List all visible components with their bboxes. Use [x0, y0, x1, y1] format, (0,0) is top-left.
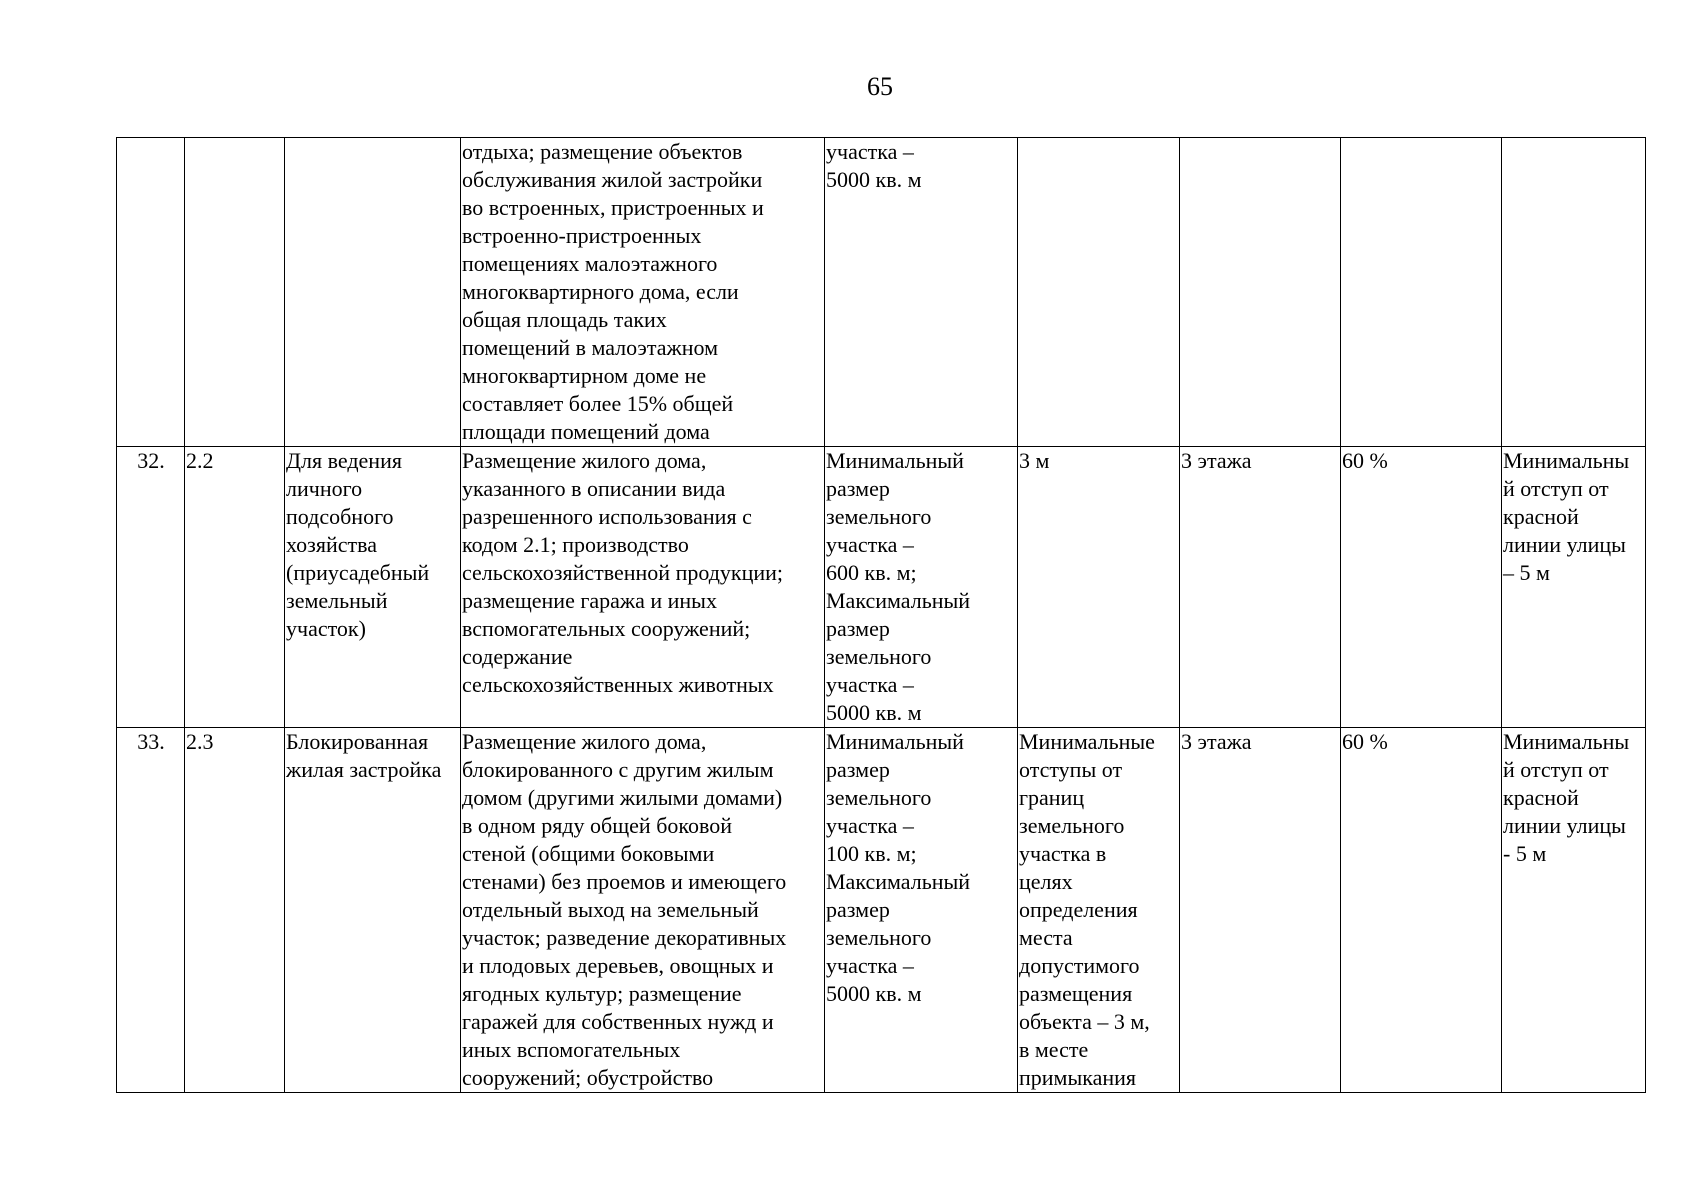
- cell-lot-size: участка – 5000 кв. м: [825, 138, 1018, 447]
- cell-lot-size: Минимальный размер земельного участка – 600 кв. м; Максимальный размер земельного участка – 5000 кв. м: [825, 447, 1018, 728]
- table-row-continuation: [117, 138, 1646, 447]
- cell-code: [185, 138, 285, 447]
- cell-floors: 3 этажа: [1180, 728, 1341, 1093]
- cell-red-line-setback: [1502, 138, 1646, 447]
- cell-floors: 3 этажа: [1180, 447, 1341, 728]
- table-row-33: [117, 728, 1646, 1093]
- cell-use-description: отдыха; размещение объектов обслуживания жилой застройки во встроенных, пристроенных и встроенно-пристроенных помещениях малоэтажного многоквартирного дома, если общая площадь таких помещений в малоэтажном многоквартирном доме не составляет более 15% общей площади помещений дома: [461, 138, 825, 447]
- cell-coverage: 60 %: [1341, 728, 1502, 1093]
- cell-coverage: [1341, 138, 1502, 447]
- cell-code: 2.2: [185, 447, 285, 728]
- cell-code: 2.3: [185, 728, 285, 1093]
- cell-use-name: Для ведения личного подсобного хозяйства (приусадебный земельный участок): [285, 447, 461, 728]
- cell-number: 32.: [117, 447, 185, 728]
- cell-red-line-setback: Минимальны й отступ от красной линии улицы - 5 м: [1502, 728, 1646, 1093]
- cell-setbacks: 3 м: [1018, 447, 1180, 728]
- cell-use-description: Размещение жилого дома, блокированного с другим жилым домом (другими жилыми домами) в одном ряду общей боковой стеной (общими боковыми стенами) без проемов и имеющего отдельный выход на земельный участок; разведение декоративных и плодовых деревьев, овощных и ягодных культур; размещение гаражей для собственных нужд и иных вспомогательных сооружений; обустройство: [461, 728, 825, 1093]
- page-number: 65: [867, 72, 893, 101]
- cell-setbacks: [1018, 138, 1180, 447]
- cell-use-name: [285, 138, 461, 447]
- table-row-32: [117, 447, 1646, 728]
- cell-floors: [1180, 138, 1341, 447]
- cell-lot-size: Минимальный размер земельного участка – 100 кв. м; Максимальный размер земельного участка – 5000 кв. м: [825, 728, 1018, 1093]
- cell-red-line-setback: Минимальны й отступ от красной линии улицы – 5 м: [1502, 447, 1646, 728]
- cell-number: [117, 138, 185, 447]
- cell-use-description: Размещение жилого дома, указанного в описании вида разрешенного использования с кодом 2.1; производство сельскохозяйственной продукции; размещение гаража и иных вспомогательных сооружений; содержание сельскохозяйственных животных: [461, 447, 825, 728]
- cell-coverage: 60 %: [1341, 447, 1502, 728]
- zoning-regulations-table: [116, 137, 1646, 1093]
- cell-use-name: Блокированная жилая застройка: [285, 728, 461, 1093]
- cell-number: 33.: [117, 728, 185, 1093]
- cell-setbacks: Минимальные отступы от границ земельного участка в целях определения места допустимого размещения объекта – 3 м, в месте примыкания: [1018, 728, 1180, 1093]
